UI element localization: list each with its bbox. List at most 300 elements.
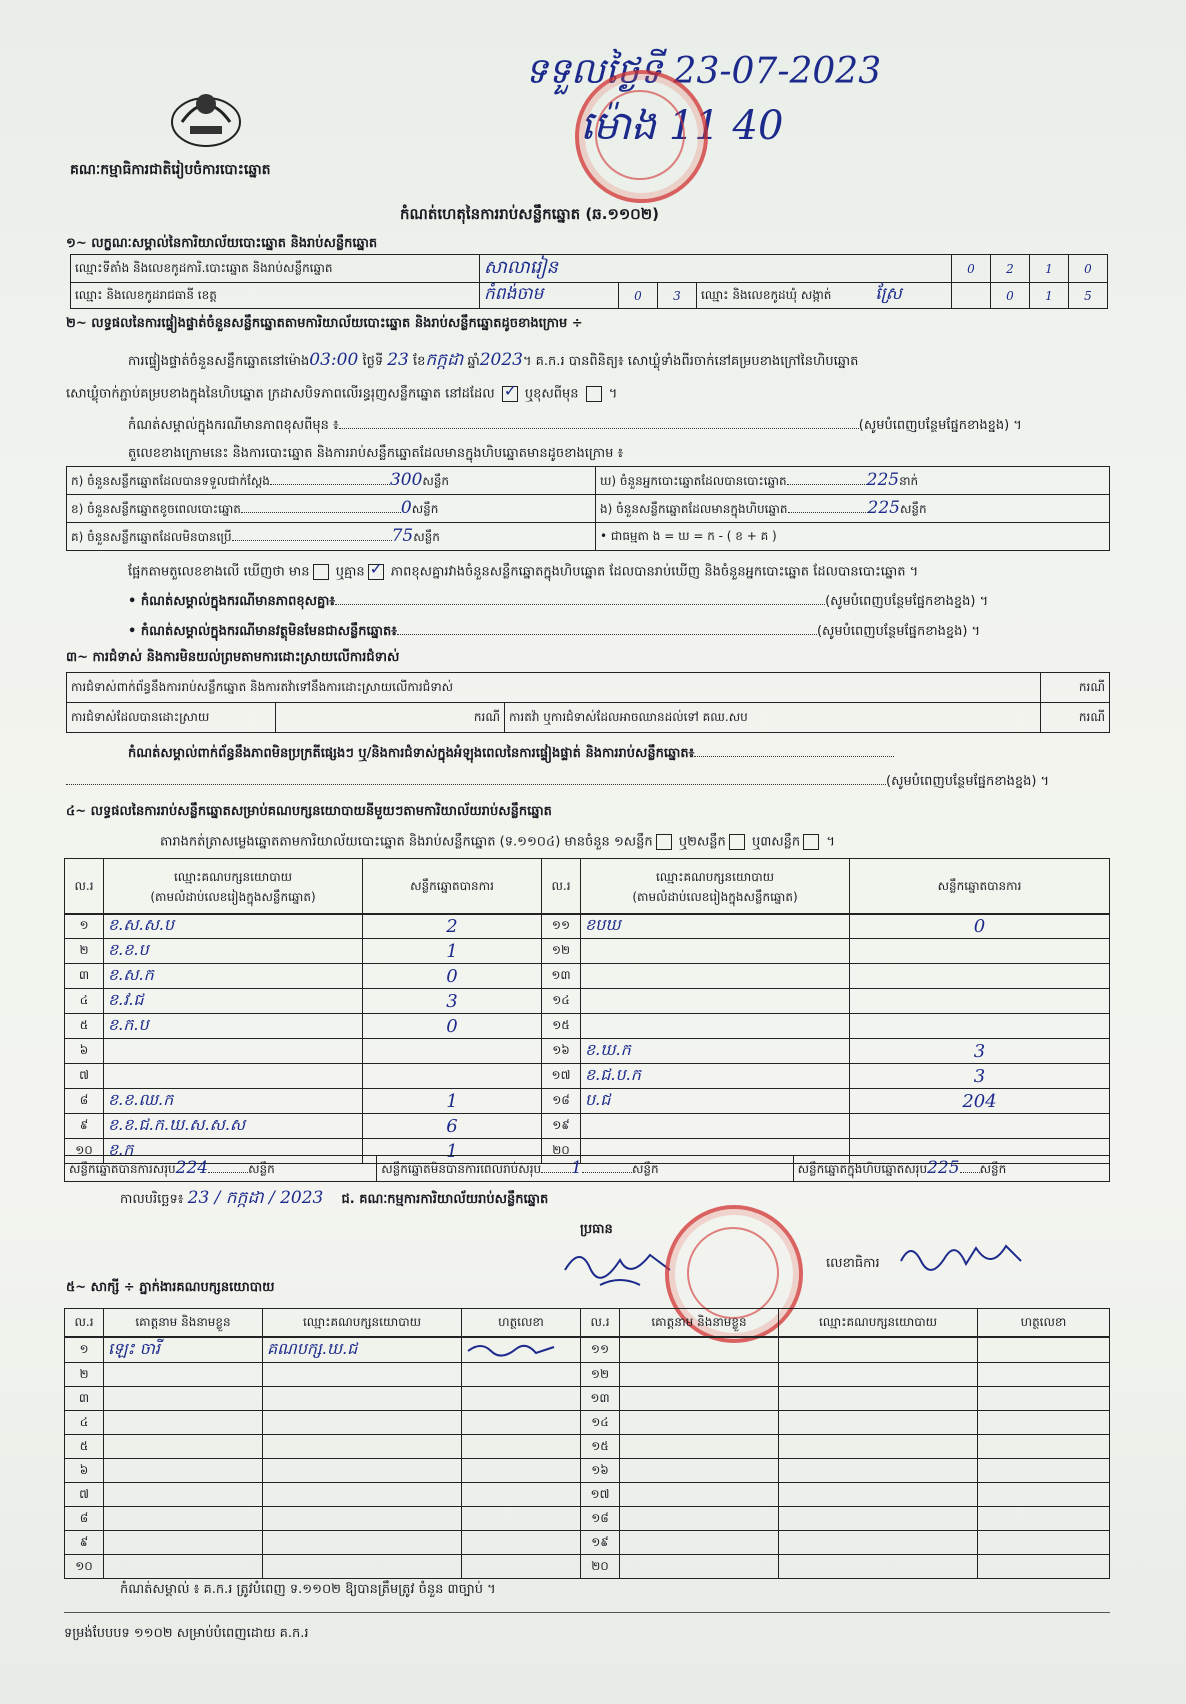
col-no: ល.រ xyxy=(581,1309,620,1337)
cell xyxy=(462,1459,581,1483)
province-label: ឈ្មោះ និងលេខកូដរាជធានី ខេត្ត xyxy=(71,283,480,309)
row-no: ១៩ xyxy=(552,1118,570,1132)
cell xyxy=(779,1435,978,1459)
row-no: ១១ xyxy=(551,918,571,932)
vote-count: 1 xyxy=(446,940,458,962)
code-digit: 3 xyxy=(673,288,681,303)
cell xyxy=(65,1387,104,1411)
cell xyxy=(620,1411,779,1435)
col-party xyxy=(104,859,363,915)
secretary-label: លេខាធិការ xyxy=(826,1256,880,1271)
stamp-seal-top xyxy=(575,70,708,203)
section-2-title: ២~ លទ្ធផលនៃការផ្ទៀងផ្ទាត់ចំនួនសន្លឹកឆ្នោតតាមការិយាល័យបោះឆ្នោត និងរាប់សន្លឹកឆ្នោតដូចខាងក្រោម ÷ xyxy=(66,316,583,331)
inbox-total: 225 xyxy=(927,1158,960,1178)
cell xyxy=(581,1338,620,1363)
col-party: ឈ្មោះគណបក្សនយោបាយ xyxy=(779,1309,978,1337)
cell xyxy=(462,1555,581,1579)
cell xyxy=(542,1089,581,1114)
row-no: ១២ xyxy=(590,1366,610,1381)
text: ឈ្មោះគណបក្សនយោបាយ xyxy=(655,869,775,884)
cell xyxy=(850,989,1110,1014)
cell xyxy=(263,1483,462,1507)
appeal-label: ការតវ៉ា ឬការជំទាស់ដែលអាចឈានដល់ទៅ គឈ.សប xyxy=(505,703,1041,733)
case-label: ករណី xyxy=(1041,673,1110,703)
hw-hour: 03:00 xyxy=(309,350,359,370)
cell xyxy=(850,964,1110,989)
cell xyxy=(620,1531,779,1555)
has-difference-checkbox[interactable] xyxy=(313,564,329,580)
cell xyxy=(581,1064,850,1089)
result-row xyxy=(65,939,1110,964)
result-row xyxy=(65,989,1110,1014)
agent-signature xyxy=(466,1348,556,1362)
cell xyxy=(104,1014,363,1039)
unit: នាក់ xyxy=(899,474,919,488)
row-no: ១៦ xyxy=(552,1043,570,1057)
cell xyxy=(263,1555,462,1579)
code-digit: 2 xyxy=(1006,261,1014,276)
cell xyxy=(65,1435,104,1459)
vote-count: 3 xyxy=(973,1065,986,1087)
irregularities-fill xyxy=(66,774,1110,790)
cell xyxy=(978,1435,1110,1459)
cell xyxy=(104,1387,263,1411)
agent-party: គណបក្ស.ឃ.ជ xyxy=(267,1339,358,1358)
formula: • ជាធម្មតា ង = ឃ = ក - ( ខ + គ ) xyxy=(596,523,1110,551)
fill-note: (សូមបំពេញបន្ថែមផ្នែកខាងខ្នង) ។ xyxy=(825,594,989,609)
row-no: ៥ xyxy=(79,1438,89,1453)
cell xyxy=(363,1039,542,1064)
text: កំណត់សម្គាល់ពាក់ព័ន្ធនឹងភាពមិនប្រក្រតីផ្សេងៗ ឬ/និងការជំទាស់ក្នុងអំឡុងពេលនៃការផ្ទៀងផ្ទាត់ និងការរាប់សន្លឹកឆ្នោត៖ xyxy=(128,746,695,761)
vote-count: 0 xyxy=(446,1015,458,1037)
result-row xyxy=(65,1114,1110,1139)
row-no: ២ xyxy=(79,1366,89,1381)
cell xyxy=(581,1089,850,1114)
hw-year: 2023 xyxy=(479,350,523,370)
cell xyxy=(581,1459,620,1483)
results-table xyxy=(64,858,1110,915)
cell xyxy=(104,1531,263,1555)
commune-value: ស្រែ xyxy=(875,284,902,304)
row-no: ៩ xyxy=(79,1118,89,1132)
text: សន្លឹកឆ្នោតក្នុងហិបឆ្នោតសរុប xyxy=(797,1162,928,1176)
voters-value: 225 xyxy=(866,470,900,490)
text: ភាពខុសគ្នារវាងចំនួនសន្លឹកឆ្នោតក្នុងហិបឆ្នោត ដែលបានរាប់ឃើញ និងចំនួនអ្នកបោះឆ្នោត ដែលបានបោះឆ្នោត ។ xyxy=(390,564,919,580)
cell xyxy=(104,1114,363,1139)
vote-count: 0 xyxy=(973,915,986,937)
text: ។ គ.ក.រ បានពិនិត្យ៖ សោឃ្លុំទាំងពីរចាក់នៅគម្របខាងក្រៅនៃហិបឆ្នោត xyxy=(522,354,859,369)
cell xyxy=(620,1459,779,1483)
cell xyxy=(581,1114,850,1139)
agent-row xyxy=(65,1531,1110,1555)
emblem-logo xyxy=(162,78,250,150)
cell xyxy=(104,914,363,939)
commune-label-text: ឈ្មោះ និងលេខកូដឃុំ សង្កាត់ xyxy=(701,288,832,302)
fill-note: (សូមបំពេញបន្ថែមផ្នែកខាងខ្នង) ។ xyxy=(858,418,1022,433)
cell xyxy=(104,1338,263,1363)
party-name: ខ.ស.ក xyxy=(108,965,154,984)
cell xyxy=(620,1387,779,1411)
row-no: ៩ xyxy=(79,1534,89,1549)
no-difference-checkbox[interactable] xyxy=(368,564,384,580)
text: ឆ្នាំ xyxy=(467,354,480,369)
agent-name: ឡេះ ចារី xyxy=(108,1339,160,1358)
unit: សន្លឹក xyxy=(413,530,440,544)
row-no: ១០ xyxy=(75,1143,93,1157)
row-no: ១៥ xyxy=(591,1438,609,1453)
cell xyxy=(263,1363,462,1387)
row-no: ២០ xyxy=(591,1558,609,1573)
result-row xyxy=(65,964,1110,989)
cell xyxy=(850,1014,1110,1039)
col-sign: ហត្ថលេខា xyxy=(978,1309,1110,1337)
cell xyxy=(104,1089,363,1114)
col-votes: សន្លឹកឆ្នោតបានការ xyxy=(850,859,1110,915)
cell xyxy=(978,1363,1110,1387)
text: ឬ៣សន្លឹក xyxy=(751,834,801,850)
complaints-table xyxy=(66,672,1110,733)
text: ឬគ្មាន xyxy=(335,564,365,580)
col-no: ល.រ xyxy=(542,859,581,915)
row-no: ៤ xyxy=(79,1414,89,1429)
text: • កំណត់សម្គាល់ក្នុងករណីមានភាពខុសគ្នា៖ xyxy=(128,594,336,609)
cell xyxy=(581,1531,620,1555)
text: សន្លឹកឆ្នោតបានការសរុប xyxy=(69,1162,176,1176)
text: ជ. គណៈកម្មការការិយាល័យរាប់សន្លឹកឆ្នោត xyxy=(341,1192,549,1207)
cell xyxy=(104,1363,263,1387)
cell xyxy=(263,1435,462,1459)
vote-count: 6 xyxy=(446,1115,458,1137)
footer-rule xyxy=(64,1612,1110,1613)
code-digit: 0 xyxy=(967,261,975,276)
cell xyxy=(65,1555,104,1579)
hw-date: 23 / កក្កដា / 2023 xyxy=(187,1188,324,1208)
unused-value: 75 xyxy=(391,526,414,546)
cell xyxy=(581,914,850,939)
cell xyxy=(65,989,104,1014)
code-digit: 0 xyxy=(1006,288,1014,303)
results-rows xyxy=(64,913,1110,1164)
three-sheets-checkbox[interactable] xyxy=(803,834,819,850)
cell xyxy=(363,989,542,1014)
text: សោឃ្លុំចាក់ភ្ជាប់គម្របខាងក្នុងនៃហិបឆ្នោត ក្រដាសបិទភាពលើរន្ធរុញសន្លឹកឆ្នោត នៅដដែល xyxy=(66,386,495,402)
cell xyxy=(581,989,850,1014)
cell xyxy=(779,1459,978,1483)
cell xyxy=(850,1089,1110,1114)
cell xyxy=(65,1483,104,1507)
text: តារាងកត់ត្រាសម្លេងឆ្នោតតាមការិយាល័យបោះឆ្នោត និងរាប់សន្លឹកឆ្នោត (ទ.១១០៤) មានចំនួន ១សន្លឹក xyxy=(160,834,653,850)
col-no: ល.រ xyxy=(65,1309,104,1337)
handwritten-received-date: ទទួលថ្ងៃទី 23-07-2023 xyxy=(525,51,882,92)
code-digit: 5 xyxy=(1084,288,1092,303)
code-digit: 0 xyxy=(634,288,642,303)
row-no: ២ xyxy=(79,943,89,957)
section-4-title: ៤~ លទ្ធផលនៃការរាប់សន្លឹកឆ្នោតសម្រាប់គណបក្សនយោបាយនីមួយៗតាមការិយាល័យរាប់សន្លឹកឆ្នោត xyxy=(66,804,552,819)
row-no: ១២ xyxy=(551,943,571,957)
cell xyxy=(65,964,104,989)
row-no: ៣ xyxy=(78,1390,90,1405)
row-no: ១៩ xyxy=(591,1534,609,1549)
cell xyxy=(542,989,581,1014)
cell xyxy=(581,1483,620,1507)
cell xyxy=(363,939,542,964)
col-party xyxy=(581,859,850,915)
row-no: ៦ xyxy=(79,1043,89,1057)
cell xyxy=(263,1338,462,1363)
row-no: ៥ xyxy=(79,1018,89,1032)
commune-label xyxy=(697,283,952,309)
text: ការផ្ទៀងផ្ទាត់ចំនួនសន្លឹកឆ្នោតនៅម៉ោង xyxy=(128,354,310,369)
cell xyxy=(65,1459,104,1483)
cell xyxy=(104,939,363,964)
cell xyxy=(978,1338,1110,1363)
party-name: ខ.ស.ស.ប xyxy=(108,915,175,934)
vote-count: 3 xyxy=(973,1040,986,1062)
cell xyxy=(104,1039,363,1064)
cell xyxy=(65,1411,104,1435)
irregularities-note xyxy=(128,746,1108,762)
party-name: ខ.ខ.ប xyxy=(108,940,149,959)
cell xyxy=(65,1039,104,1064)
agent-row xyxy=(65,1555,1110,1579)
two-sheets-checkbox[interactable] xyxy=(729,834,745,850)
inbox-label: ង) ចំនួនសន្លឹកឆ្នោតដែលមានក្នុងហិបឆ្នោត xyxy=(600,502,788,516)
committee-name: គណៈកម្មាធិការជាតិរៀបចំការបោះឆ្នោត xyxy=(70,162,271,178)
footer-note: កំណត់សម្គាល់ ៖ គ.ក.រ ត្រូវបំពេញ ទ.១១០២ ឱ្យបានត្រឹមត្រូវ ចំនួន ៣ច្បាប់ ។ xyxy=(120,1582,496,1597)
cell xyxy=(581,1555,620,1579)
cell xyxy=(850,1064,1110,1089)
cell xyxy=(65,1014,104,1039)
cell xyxy=(363,1114,542,1139)
cell xyxy=(581,1014,850,1039)
party-name: ខ.ខ.ជ.ក.ឃ.ស.ស.ស xyxy=(108,1115,246,1134)
cell xyxy=(65,939,104,964)
cell xyxy=(779,1531,978,1555)
cell xyxy=(363,964,542,989)
agents-rows xyxy=(64,1337,1110,1579)
location-label: ឈ្មោះទីតាំង និងលេខកូដការិ.បោះឆ្នោត និងរាប់សន្លឹកឆ្នោត xyxy=(71,255,480,283)
cell xyxy=(581,1411,620,1435)
text: ឈ្មោះគណបក្សនយោបាយ xyxy=(173,869,293,884)
text: ឬខុសពីមុន xyxy=(524,386,579,402)
chair-signature xyxy=(560,1240,680,1294)
cell xyxy=(779,1411,978,1435)
text: សន្លឹកឆ្នោតមិនបានការពេលរាប់សរុប xyxy=(381,1162,542,1176)
hw-month: កក្កដា xyxy=(425,350,464,370)
text: កំណត់សម្គាល់ក្នុងករណីមានភាពខុសពីមុន ៖ xyxy=(128,418,339,433)
cell xyxy=(65,1089,104,1114)
agents-table xyxy=(64,1308,1110,1337)
unused-label: គ) ចំនួនសន្លឹកឆ្នោតដែលមិនបានប្រើ xyxy=(71,530,232,544)
unit: សន្លឹក xyxy=(979,1162,1007,1176)
agent-row xyxy=(65,1387,1110,1411)
complaints-label: ការជំទាស់ពាក់ព័ន្ធនឹងការរាប់សន្លឹកឆ្នោត និងការតវ៉ាទៅនឹងការដោះស្រាយលើការជំទាស់ xyxy=(67,673,1041,703)
cell xyxy=(462,1531,581,1555)
row-no: ១៨ xyxy=(591,1510,609,1525)
col-votes: សន្លឹកឆ្នោតបានការ xyxy=(363,859,542,915)
cell xyxy=(65,1114,104,1139)
invalid-total: 1 xyxy=(571,1158,582,1178)
cell xyxy=(779,1363,978,1387)
cell xyxy=(104,1555,263,1579)
cell xyxy=(462,1363,581,1387)
cell xyxy=(779,1387,978,1411)
result-row xyxy=(65,1014,1110,1039)
party-name: ខបឃ xyxy=(585,915,621,934)
cell xyxy=(542,1014,581,1039)
result-row xyxy=(65,1064,1110,1089)
vote-count: 204 xyxy=(962,1090,997,1112)
cell xyxy=(104,1064,363,1089)
unchanged-checkbox[interactable] xyxy=(502,386,518,402)
spoiled-label: ខ) ចំនួនសន្លឹកឆ្នោតខូចពេលបោះឆ្នោត xyxy=(71,502,241,516)
row-no: ១ xyxy=(79,918,89,932)
row-no: ៧ xyxy=(79,1486,89,1501)
row-no: ១៧ xyxy=(590,1486,610,1501)
cell xyxy=(104,1411,263,1435)
cell xyxy=(581,1435,620,1459)
cell xyxy=(363,1014,542,1039)
cell xyxy=(104,1483,263,1507)
difference-note xyxy=(128,418,1108,434)
hw-day: 23 xyxy=(387,350,409,370)
cell xyxy=(542,914,581,939)
cell xyxy=(581,1507,620,1531)
chair-label: ប្រធាន xyxy=(580,1222,613,1237)
unit: សន្លឹក xyxy=(411,502,439,516)
fill-note: (សូមបំពេញបន្ថែមផ្នែកខាងខ្នង) ។ xyxy=(886,774,1050,789)
row-no: ១៤ xyxy=(552,993,570,1007)
voters-label: ឃ) ចំនួនអ្នកបោះឆ្នោតដែលបានបោះឆ្នោត xyxy=(600,474,787,488)
cell xyxy=(363,914,542,939)
inbox-value: 225 xyxy=(867,498,900,518)
result-row xyxy=(65,1089,1110,1114)
cell xyxy=(462,1387,581,1411)
cell xyxy=(65,1064,104,1089)
cell xyxy=(978,1387,1110,1411)
row-no: ២០ xyxy=(552,1143,570,1157)
discrepancy-line xyxy=(128,564,918,581)
section-1-title: ១~ លក្ខណៈសម្គាល់នៃការិយាល័យបោះឆ្នោត និងរាប់សន្លឹកឆ្នោត xyxy=(66,236,378,251)
totals-table xyxy=(64,1155,1110,1182)
cell xyxy=(104,989,363,1014)
foreign-object-remark xyxy=(128,624,1108,640)
cell xyxy=(542,964,581,989)
cell xyxy=(263,1459,462,1483)
cell xyxy=(978,1507,1110,1531)
section-3-title: ៣~ ការជំទាស់ និងការមិនយល់ព្រមតាមការដោះស្រាយលើការជំទាស់ xyxy=(66,650,400,665)
location-table xyxy=(70,254,1108,309)
cell xyxy=(620,1363,779,1387)
cell xyxy=(363,1089,542,1114)
cell xyxy=(65,914,104,939)
changed-checkbox[interactable] xyxy=(586,386,602,402)
cell xyxy=(850,914,1110,939)
cell xyxy=(581,939,850,964)
cell xyxy=(850,939,1110,964)
cell xyxy=(104,964,363,989)
difference-remark xyxy=(128,594,1108,610)
col-name: គោត្តនាម និងនាមខ្លួន xyxy=(104,1309,263,1337)
cell xyxy=(363,1064,542,1089)
cell xyxy=(542,1064,581,1089)
vote-count: 1 xyxy=(446,1090,458,1112)
text: កាលបរិច្ឆេទ៖ xyxy=(120,1192,184,1207)
resolved-label: ការជំទាស់ដែលបានដោះស្រាយ xyxy=(67,703,276,733)
date-line xyxy=(120,1190,548,1208)
cell xyxy=(462,1507,581,1531)
code-digit: 0 xyxy=(1084,261,1092,276)
row-no: ១៤ xyxy=(591,1414,609,1429)
unit: សន្លឹក xyxy=(899,502,927,516)
cell xyxy=(462,1483,581,1507)
cell xyxy=(462,1411,581,1435)
cell xyxy=(462,1338,581,1363)
cell xyxy=(104,1459,263,1483)
cell xyxy=(65,1531,104,1555)
fill-note: (សូមបំពេញបន្ថែមផ្នែកខាងខ្នង) ។ xyxy=(816,624,981,639)
cell xyxy=(581,964,850,989)
sheets-line: តារាងកត់ត្រាសម្លេងឆ្នោតតាមការិយាល័យបោះឆ្នោត និងរាប់សន្លឹកឆ្នោត (ទ.១១០៤) មានចំនួន ១សន្លឹក ឬ២សន្លឹក ឬ៣សន្លឹក ។ xyxy=(160,834,835,850)
row-no: ១៣ xyxy=(551,968,571,982)
cell xyxy=(779,1338,978,1363)
cell xyxy=(978,1483,1110,1507)
row-no: ១០ xyxy=(75,1558,93,1573)
party-name: ខ.ខ.ឈ.ក xyxy=(108,1090,174,1109)
text: (តាមលំដាប់លេខរៀងក្នុងសន្លឹកឆ្នោត) xyxy=(150,889,316,904)
received-value: 300 xyxy=(389,470,423,490)
cell xyxy=(263,1387,462,1411)
vote-count: 0 xyxy=(446,965,458,987)
row-no: ៨ xyxy=(79,1093,89,1107)
spoiled-value: 0 xyxy=(400,498,412,518)
row-no: ១៥ xyxy=(552,1018,570,1032)
section-5-title: ៥~ សាក្សី ÷ ភ្នាក់ងារគណបក្សនយោបាយ xyxy=(66,1280,275,1295)
text: • កំណត់សម្គាល់ក្នុងករណីមានវត្ថុមិនមែនជាសន្លឹកឆ្នោត៖ xyxy=(128,624,397,639)
cell xyxy=(104,1435,263,1459)
cell xyxy=(263,1531,462,1555)
one-sheet-checkbox[interactable] xyxy=(656,834,672,850)
cell xyxy=(620,1555,779,1579)
unit: សន្លឹក xyxy=(631,1162,659,1176)
cell xyxy=(65,1338,104,1363)
text: ខែ xyxy=(413,354,426,369)
cell xyxy=(65,1507,104,1531)
row-no: ១៣ xyxy=(590,1390,610,1405)
cell xyxy=(620,1338,779,1363)
party-name: ខ.ឃ.ក xyxy=(585,1040,631,1059)
result-row xyxy=(65,1039,1110,1064)
location-value: សាលារៀន xyxy=(484,257,558,278)
party-name: ខ.ជ.ប.ក xyxy=(585,1065,641,1084)
text: ឬ២សន្លឹក xyxy=(678,834,726,850)
cell xyxy=(620,1435,779,1459)
party-name: ខ.ក xyxy=(108,1140,134,1159)
row-no: ៣ xyxy=(78,968,90,982)
agent-row xyxy=(65,1435,1110,1459)
unit: សន្លឹក xyxy=(422,474,450,488)
case-label: ករណី xyxy=(276,703,505,733)
cell xyxy=(779,1483,978,1507)
agent-row xyxy=(65,1459,1110,1483)
row-no: ៧ xyxy=(79,1068,89,1082)
agent-row xyxy=(65,1411,1110,1435)
verify-line-2: សោឃ្លុំចាក់ភ្ជាប់គម្របខាងក្នុងនៃហិបឆ្នោត ក្រដាសបិទភាពលើរន្ធរុញសន្លឹកឆ្នោត នៅដដែល ✓ ឬខុសពីមុន ។ xyxy=(66,386,617,403)
cell xyxy=(978,1555,1110,1579)
row-no: ១ xyxy=(79,1342,89,1356)
party-name: ប.ជ xyxy=(585,1090,611,1109)
cell xyxy=(542,1114,581,1139)
